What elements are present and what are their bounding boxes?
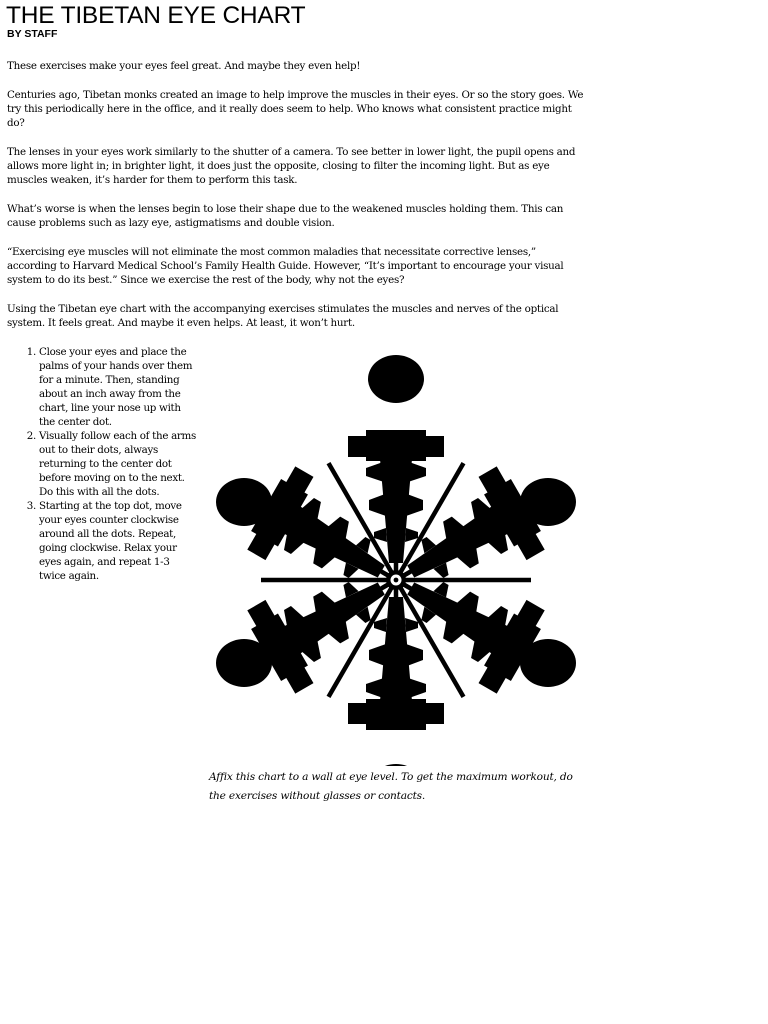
exercise-steps [7,345,199,583]
paragraph: What’s worse is when the lenses begin to lose their shape due to the weakened muscles holding them. This can cause problems such as lazy eye, astigmatisms and double vision. [7,203,564,229]
paragraph: The lenses in your eyes work similarly to the shutter of a camera. To see better in lower light, the pupil opens and allows more light in; in brighter light, it does just the opposite, closing to filter the incoming light. But as eye muscles weaken, it’s harder for them to perform this task. [7,146,576,186]
article-body [7,59,587,345]
exercise-step: 2. Visually follow each of the arms out to their dots, always returning to the center dot before moving on to the next. Do this with all the dots. [39,429,199,499]
paragraph: Using the Tibetan eye chart with the accompanying exercises stimulates the muscles and nerves of the optical system. It feels great. And maybe it even helps. At least, it won’t hurt. [7,303,559,329]
chart-ink [216,355,576,766]
article-title: THE TIBETAN EYE CHART [6,2,306,29]
paragraph: Centuries ago, Tibetan monks created an image to help improve the muscles in their eyes. Or so the story goes. We try this periodically here in the office, and it really does seem to help. Who knows what consistent practice might do? [7,89,584,129]
exercise-step: 1. Close your eyes and place the palms of your hands over them for a minute. Then, standing about an inch away from the chart, line your nose up with the center dot. [39,345,199,429]
chart-caption: Affix this chart to a wall at eye level. To get the maximum workout, do the exercises without glasses or contacts. [209,771,573,802]
paragraph: These exercises make your eyes feel great. And maybe they even help! [7,60,361,72]
byline: BY STAFF [7,28,58,40]
exercise-step: 3. Starting at the top dot, move your eyes counter clockwise around all the dots. Repeat, going clockwise. Relax your eyes again, and repeat 1-3 twice again. [39,499,199,583]
center-dot [386,570,406,590]
paragraph: “Exercising eye muscles will not eliminate the most common maladies that necessitate corrective lenses,” according to Harvard Medical School’s Family Health Guide. However, “It’s important to encourage your visual system to do its best.” Since we exercise the rest of the body, why not the eyes? [7,246,564,286]
tibetan-eye-chart [208,348,589,766]
